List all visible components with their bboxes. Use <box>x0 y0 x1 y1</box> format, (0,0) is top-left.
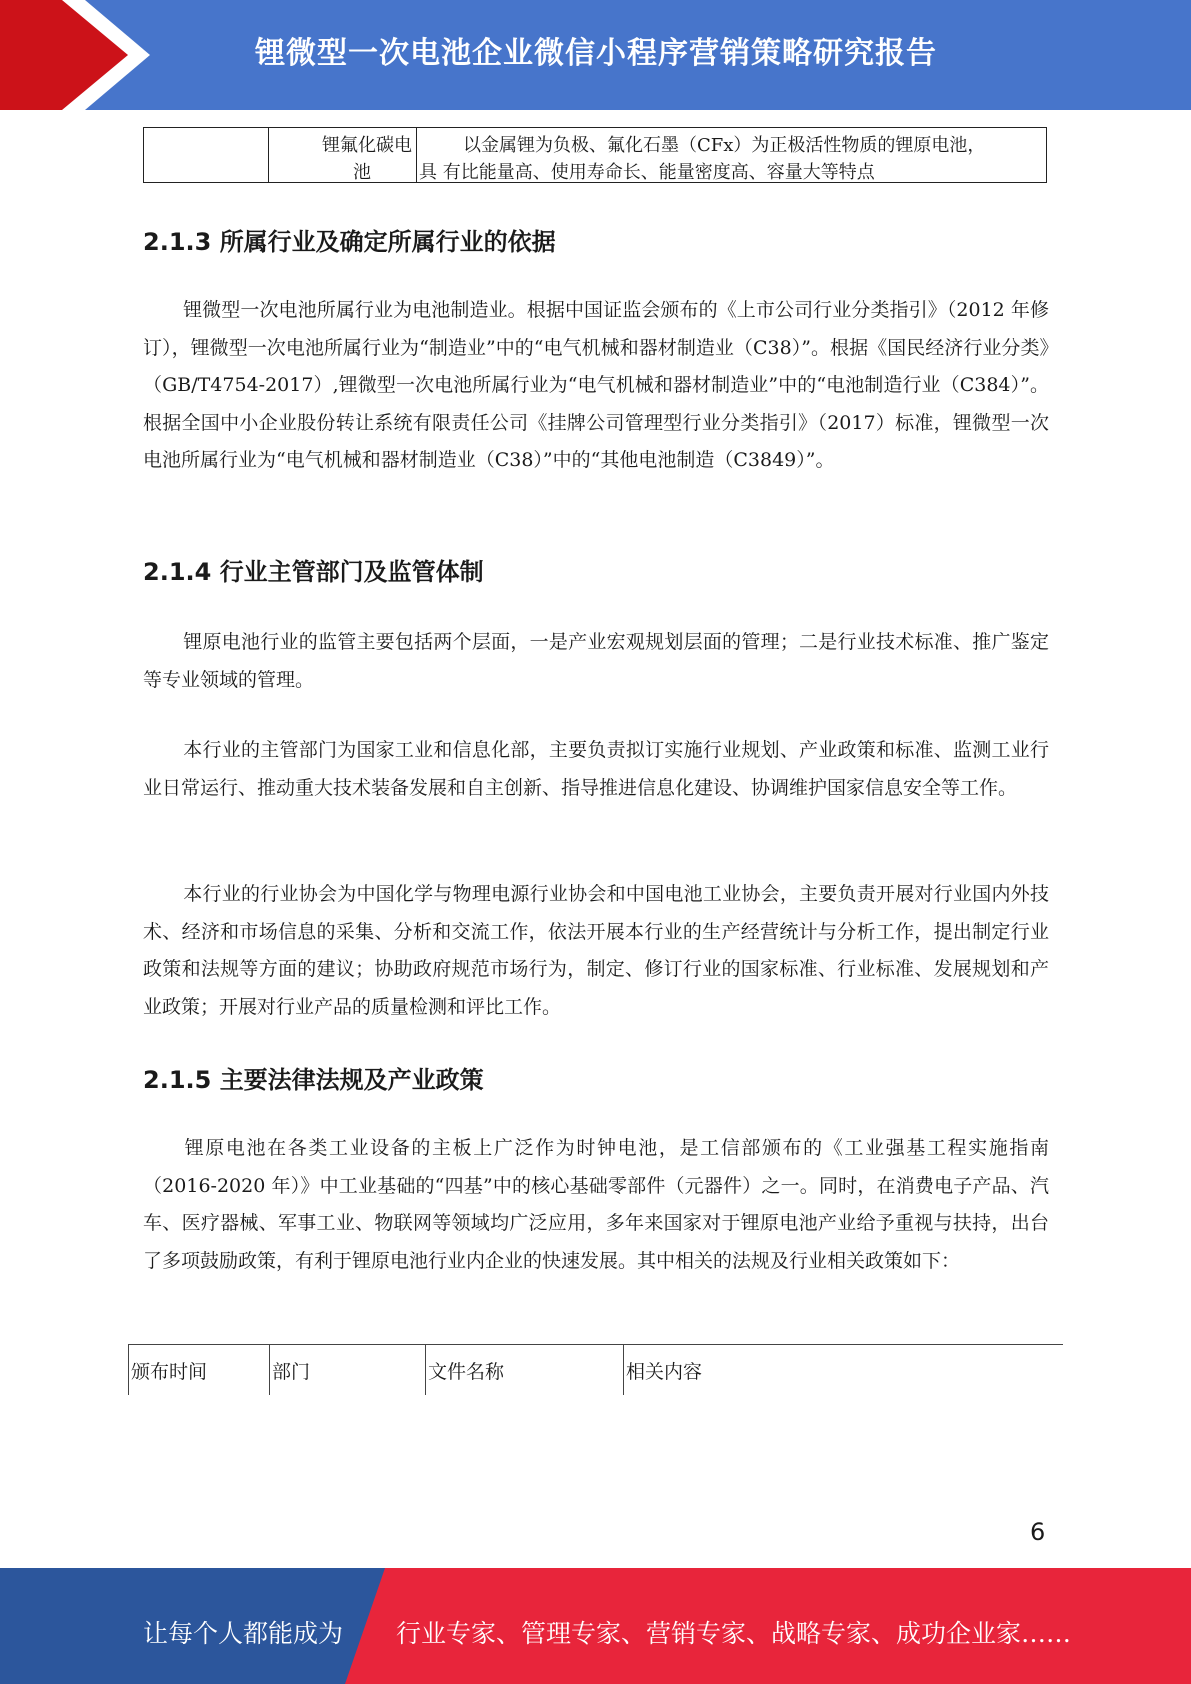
body-paragraph: 锂微型一次电池所属行业为电池制造业。根据中国证监会颁布的《上市公司行业分类指引》（2012 年修订），锂微型一次电池所属行业为“制造业”中的“电气机械和器材制造业（C38）”。根据《国民经济行业分类》（GB/T4754-2017）,锂微型一次电池所属行业为“电气机械和器材制造业”中的“电池制造行业（C384）”。根据全国中小企业股份转让系统有限责任公司《挂牌公司管理型行业分类指引》（2017）标准，锂微型一次电池所属行业为“电气机械和器材制造业（C38）”中的“其他电池制造（C3849）”。 <box>143 299 1049 472</box>
body-paragraph: 锂原电池行业的监管主要包括两个层面，一是产业宏观规划层面的管理；二是行业技术标准、推广鉴定等专业领域的管理。 <box>143 631 1049 691</box>
battery-type-line1: 锂氟化碳电 <box>322 135 412 156</box>
body-paragraph: 本行业的主管部门为国家工业和信息化部，主要负责拟订实施行业规划、产业政策和标准、监测工业行业日常运行、推动重大技术装备发展和自主创新、指导推进信息化建设、协调维护国家信息安全等工作。 <box>143 739 1049 799</box>
page-number: 6 <box>1030 1518 1046 1546</box>
section-heading-2-1-4: 2.1.4 行业主管部门及监管体制 <box>143 558 484 586</box>
footer-slogan-left: 让每个人都能成为 <box>143 1619 344 1648</box>
column-header-department: 部门 <box>269 1345 310 1395</box>
footer-slogan-right: 行业专家、管理专家、营销专家、战略专家、成功企业家…… <box>396 1619 1072 1648</box>
battery-desc-line2: 具 有比能量高、使用寿命长、能量密度高、容量大等特点 <box>419 162 875 183</box>
column-header-content: 相关内容 <box>623 1345 702 1395</box>
battery-desc-line1: 以金属锂为负极、氟化石墨（CFx）为正极活性物质的锂原电池， <box>463 135 986 156</box>
table-divider <box>416 128 417 182</box>
page-footer <box>0 1568 1191 1684</box>
body-paragraph: 锂原电池在各类工业设备的主板上广泛作为时钟电池，是工信部颁布的《工业强基工程实施指南（2016-2020 年）》中工业基础的“四基”中的核心基础零部件（元器件）之一。同时，在消费电子产品、汽车、医疗器械、军事工业、物联网等领域均广泛应用，多年来国家对于锂原电池产业给予重视与扶持，出台了多项鼓励政策，有利于锂原电池行业内企业的快速发展。其中相关的法规及行业相关政策如下： <box>143 1137 1049 1272</box>
battery-type-cell <box>272 132 412 186</box>
page-header <box>0 0 1191 110</box>
policy-table-header <box>128 1344 1063 1395</box>
battery-type-table-fragment <box>143 127 1047 183</box>
section-heading-2-1-5: 2.1.5 主要法律法规及产业政策 <box>143 1066 484 1094</box>
column-header-date: 颁布时间 <box>128 1345 207 1395</box>
battery-desc-cell <box>419 132 1044 186</box>
battery-type-line2: 池 <box>353 162 371 183</box>
table-divider <box>268 128 269 182</box>
column-header-document: 文件名称 <box>425 1345 504 1395</box>
section-heading-2-1-3: 2.1.3 所属行业及确定所属行业的依据 <box>143 228 556 256</box>
body-paragraph: 本行业的行业协会为中国化学与物理电源行业协会和中国电池工业协会，主要负责开展对行业国内外技术、经济和市场信息的采集、分析和交流工作，依法开展本行业的生产经营统计与分析工作，提出制定行业政策和法规等方面的建议；协助政府规范市场行为，制定、修订行业的国家标准、行业标准、发展规划和产业政策；开展对行业产品的质量检测和评比工作。 <box>143 883 1049 1018</box>
report-title: 锂微型一次电池企业微信小程序营销策略研究报告 <box>255 36 937 71</box>
